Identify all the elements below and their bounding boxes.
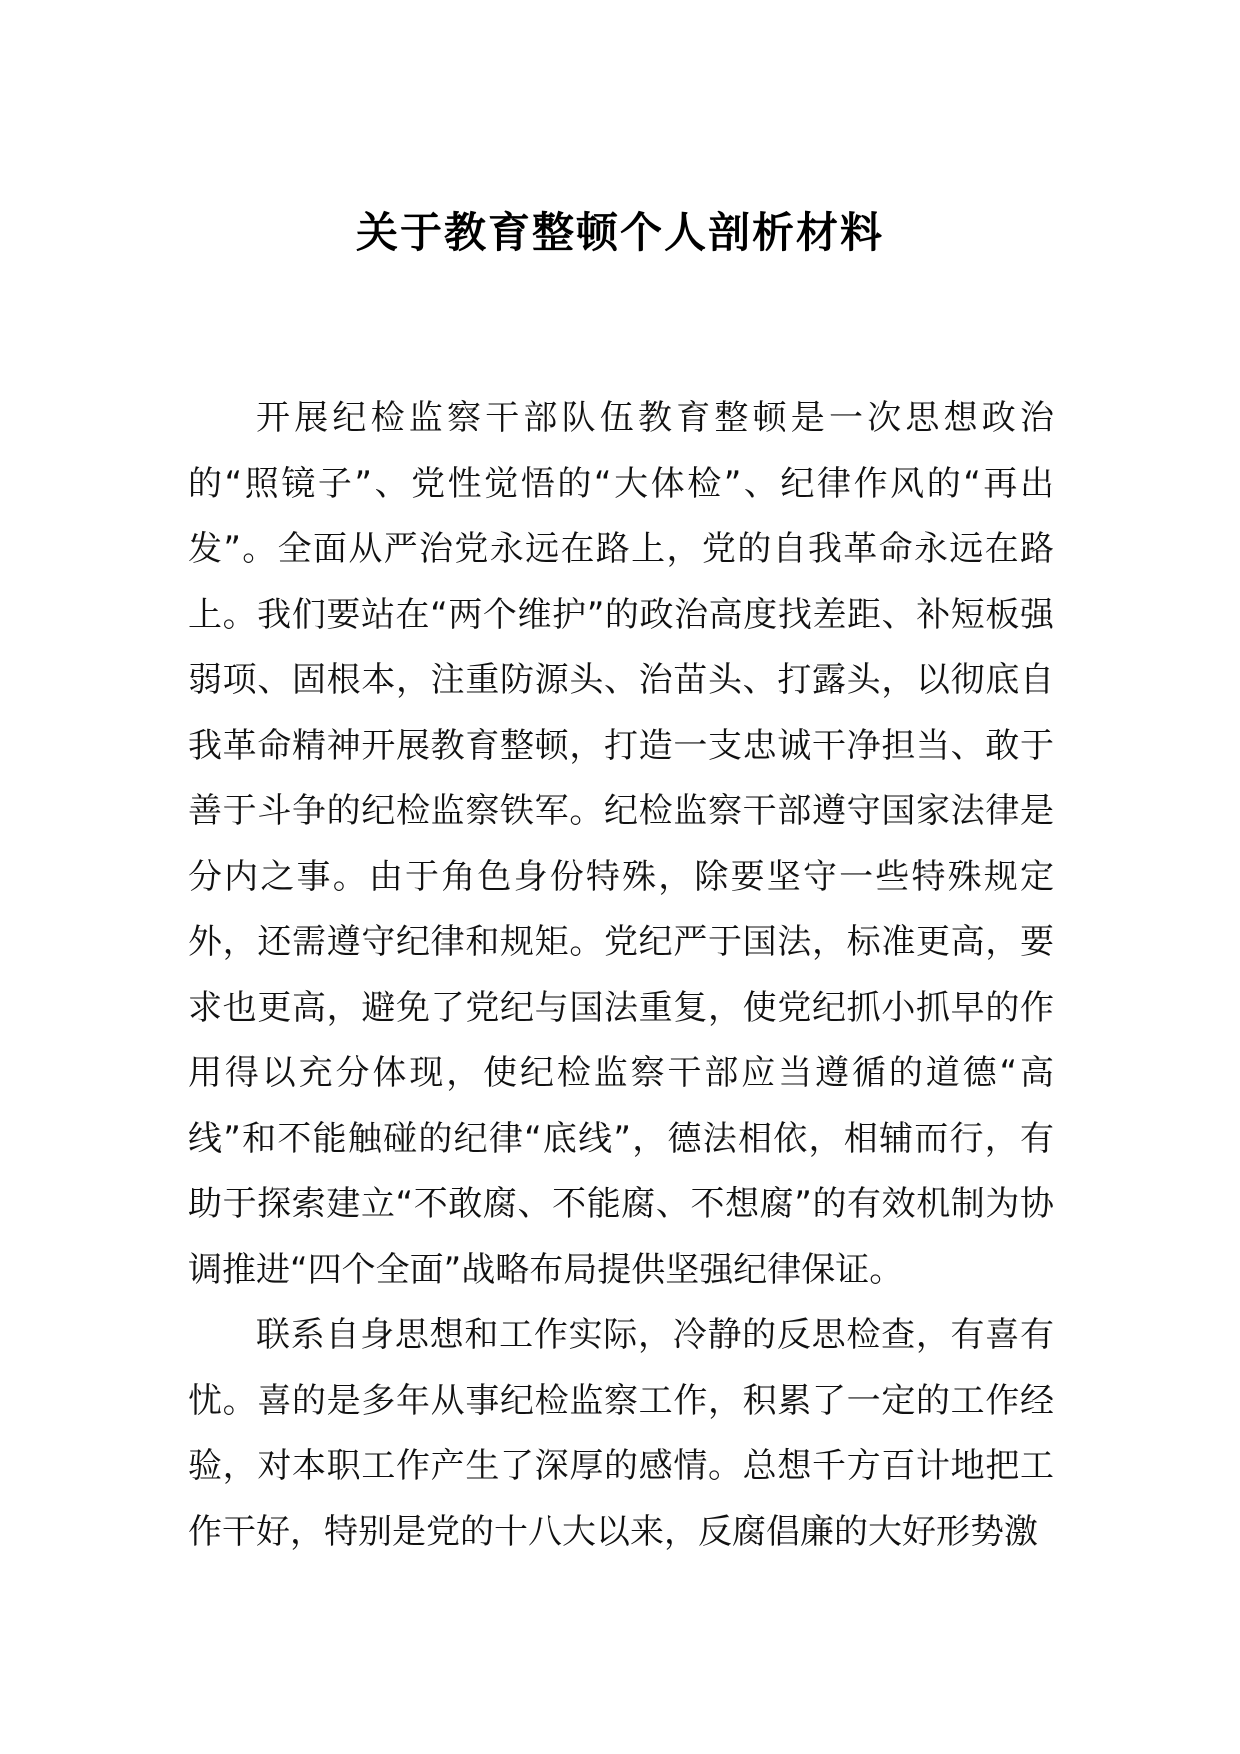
document-title: 关于教育整顿个人剖析材料	[355, 208, 884, 257]
body-paragraph: 开展纪检监察干部队伍教育整顿是一次思想政治的“照镜子”、党性觉悟的“大体检”、纪律作风的“再出发”。全面从严治党永远在路上，党的自我革命永远在路上。我们要站在“两个维护”的政治高度找差距、补短板强弱项、固根本，注重防源头、治苗头、打露头，以彻底自我革命精神开展教育整顿，打造一支忠诚干净担当、敢于善于斗争的纪检监察铁军。纪检监察干部遵守国家法律是分内之事。由于角色身份特殊，除要坚守一些特殊规定外，还需遵守纪律和规矩。党纪严于国法，标准更高，要求也更高，避免了党纪与国法重复，使党纪抓小抓早的作用得以充分体现，使纪检监察干部应当遵循的道德“高线”和不能触碰的纪律“底线”，德法相依，相辅而行，有助于探索建立“不敢腐、不能腐、不想腐”的有效机制为协调推进“四个全面”战略布局提供坚强纪律保证。	[188, 398, 1054, 1290]
document-body	[188, 386, 1054, 1565]
body-paragraph: 联系自身思想和工作实际，冷静的反思检查，有喜有忧。喜的是多年从事纪检监察工作，积累了一定的工作经验，对本职工作产生了深厚的感情。总想千方百计地把工作干好，特别是党的十八大以来，反腐倡廉的大好形势激	[188, 1315, 1054, 1552]
